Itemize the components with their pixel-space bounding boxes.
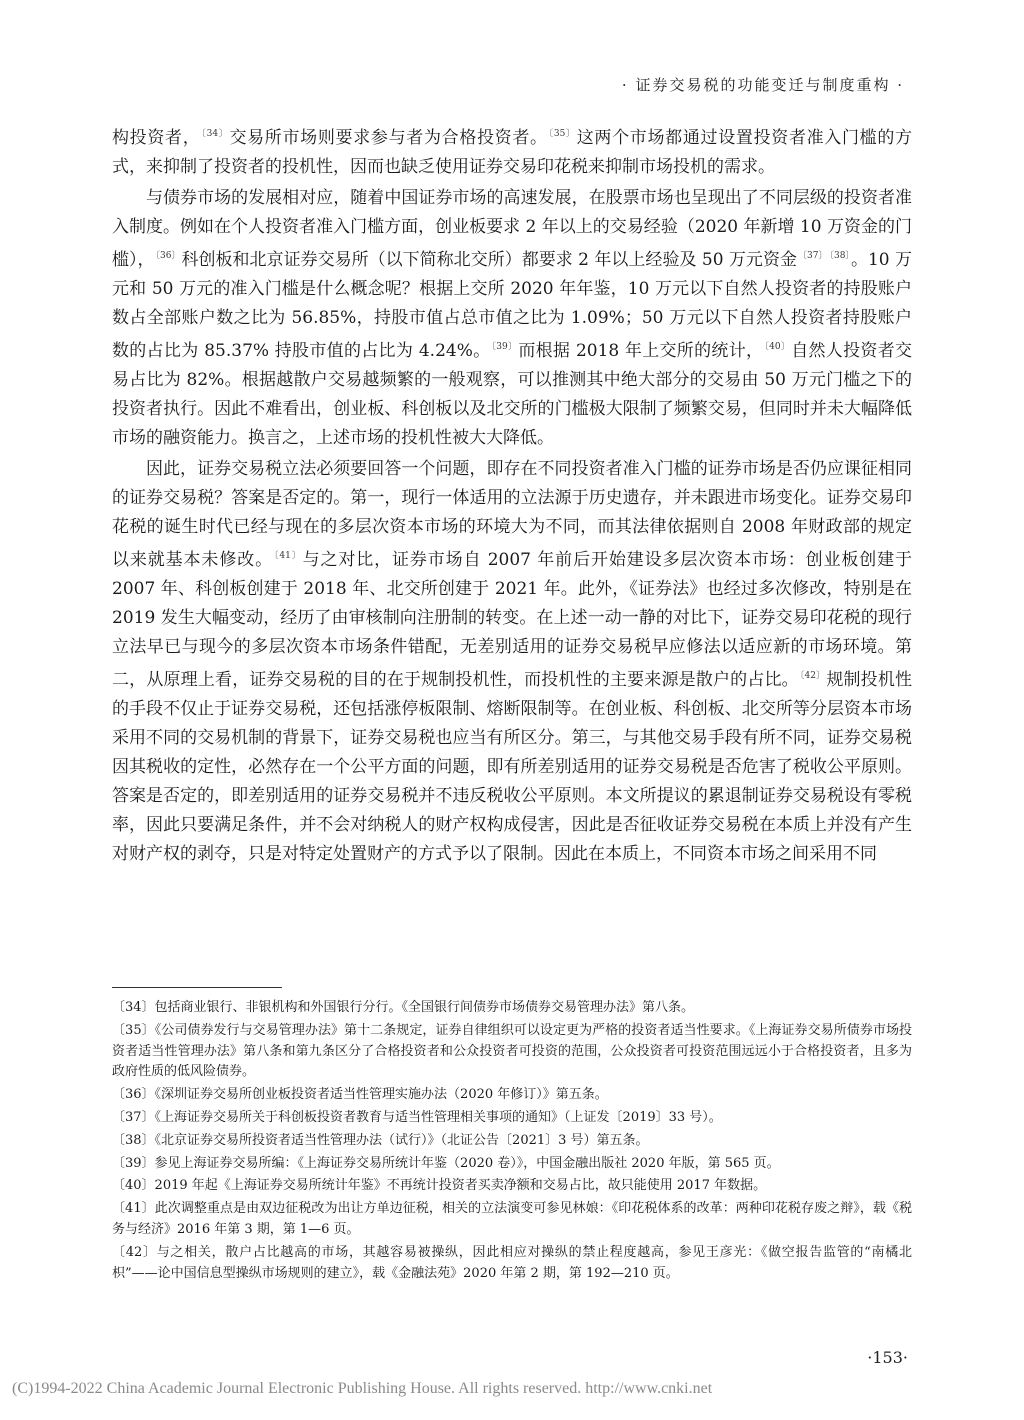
footnote-ref-40[interactable]: 〔40〕 <box>764 342 791 352</box>
footnote-37: 〔37〕《上海证券交易所关于科创板投资者教育与适当性管理相关事项的通知》（上证发〔2019〕33 号）。 <box>112 1109 722 1125</box>
text-run: 这两个市场都通过设置投资者准入门槛的方式，来抑制了投资者的投机性，因而也缺乏使用证券交易印花税来抑制市场投机的需求。 <box>112 128 913 177</box>
text-run: 自然人投资者交易占比为 82%。根据越散户交易越频繁的一般观察，可以推测其中绝大部分的交易由 50 万元门槛之下的投资者执行。因此不难看出，创业板、科创板以及北交所的门槛极大限制了频繁交易，但同时并未大幅降低市场的融资能力。换言之，上述市场的投机性被大大降低。 <box>112 341 912 448</box>
text-run: 与之对比，证券市场自 2007 年前后开始建设多层次资本市场：创业板创建于 2007 年、科创板创建于 2018 年、北交所创建于 2021 年。此外，《证券法》也经过多次修改，特别是在 2019 发生大幅变动，经历了由审核制向注册制的转变。在上述一动一静的对比下，证券交易印花税的现行立法早已与现今的多层次资本市场条件错配，无差别适用的证券交易税早应修法以适应新的市场环境。第二，从原理上看，证券交易税的目的在于规制投机性，而投机性的主要来源是散户的占比。 <box>112 550 913 690</box>
footnote-39: 〔39〕参见上海证券交易所编：《上海证券交易所统计年鉴（2020 卷）》，中国金融出版社 2020 年版，第 565 页。 <box>112 1155 780 1171</box>
text-run: 科创板和北京证券交易所（以下简称北交所）都要求 2 年以上经验及 50 万元资金 <box>181 250 797 270</box>
footnote-42: 〔42〕与之相关，散户占比越高的市场，其越容易被操纵，因此相应对操纵的禁止程度越高，参见王彦光：《做空报告监管的“南橘北枳”——论中国信息型操纵市场规则的建立》，载《金融法苑》2020 年第 2 期，第 192—210 页。 <box>112 1244 912 1281</box>
footnote-36: 〔36〕《深圳证券交易所创业板投资者适当性管理实施办法（2020 年修订）》第五条。 <box>112 1087 608 1103</box>
footnote-41: 〔41〕此次调整重点是由双边征税改为出让方单边征税，相关的立法演变可参见林娘：《印花税体系的改革：两种印花税存废之辩》，载《税务与经济》2016 年第 3 期，第 1—6 页。 <box>112 1201 912 1237</box>
footnote-ref-37[interactable]: 〔37〕 <box>797 251 828 261</box>
copyright-notice: (C)1994-2022 China Academic Journal Electronic Publishing House. All rights reserved. http://www.cnki.net <box>12 1380 713 1397</box>
text-run: 与债券市场的发展相对应，随着中国证券市场的高速发展，在股票市场也呈现出了不同层级的投资者准入制度。例如在个人投资者准入门槛方面，创业板要求 2 年以上的交易经验（2020 年新增 10 万资金的门槛）， <box>112 188 912 270</box>
footnote-ref-39[interactable]: 〔39〕 <box>491 342 518 352</box>
footnote-ref-41[interactable]: 〔41〕 <box>273 551 302 561</box>
text-run: 规制投机性的手段不仅止于证券交易税，还包括涨停板限制、熔断限制等。在创业板、科创板、北交所等分层资本市场采用不同的交易机制的背景下，证券交易税也应当有所区分。第三，与其他交易手段有所不同，证券交易税因其税收的定性，必然存在一个公平方面的问题，即有所差别适用的证券交易税是否危害了税收公平原则。答案是否定的，即差别适用的证券交易税并不违反税收公平原则。本文所提议的累退制证券交易税设有零税率，因此只要满足条件，并不会对纳税人的财产权构成侵害，因此是否征收证券交易税在本质上并没有产生对财产权的剥夺，只是对特定处置财产的方式予以了限制。因此在本质上，不同资本市场之间采用不同 <box>112 670 913 864</box>
footnote-35: 〔35〕《公司债券发行与交易管理办法》第十二条规定，证券自律组织可以设定更为严格的投资者适当性要求。《上海证券交易所债券市场投资者适当性管理办法》第八条和第九条区分了合格投资者和公众投资者可投资的范围，公众投资者可投资范围远远小于合格投资者，且多为政府性质的低风险债券。 <box>112 1022 912 1080</box>
text-run: 交易所市场则要求参与者为合格投资者。 <box>229 128 548 148</box>
running-head-title: · 证券交易税的功能变迁与制度重构 · <box>621 76 904 94</box>
text-run: 构投资者， <box>112 128 201 148</box>
footnote-ref-38[interactable]: 〔38〕 <box>829 251 850 261</box>
footnote-divider <box>112 987 282 988</box>
text-run: 而根据 2018 年上交所的统计， <box>518 341 764 361</box>
footnote-ref-34[interactable]: 〔34〕 <box>201 129 229 139</box>
text-run: 因此，证券交易税立法必须要回答一个问题，即存在不同投资者准入门槛的证券市场是否仍应课征相同的证券交易税？答案是否定的。第一，现行一体适用的立法源于历史遗存，并未跟进市场变化。证券交易印花税的诞生时代已经与现在的多层次资本市场的环境大为不同，而其法律依据则自 2008 年财政部的规定以来就基本未修改。 <box>112 459 912 570</box>
paragraph-2 <box>112 184 912 453</box>
footnote-ref-42[interactable]: 〔42〕 <box>799 671 826 681</box>
article-body <box>112 120 912 871</box>
footnote-ref-36[interactable]: 〔36〕 <box>155 251 181 261</box>
text-run: 。10 万元和 50 万元的准入门槛是什么概念呢？根据上交所 2020 年年鉴，10 万元以下自然人投资者的持股账户数占全部账户数之比为 56.85%，持股市值占总市值之比为 1.09%；50 万元以下自然人投资者持股账户数的占比为 85.37% 持股市值的占比为 4.24%。 <box>112 250 912 361</box>
footnotes <box>112 998 912 1286</box>
footnote-40: 〔40〕2019 年起《上海证券交易所统计年鉴》不再统计投资者买卖净额和交易占比，故只能使用 2017 年数据。 <box>112 1178 767 1194</box>
footnote-38: 〔38〕《北京证券交易所投资者适当性管理办法（试行）》（北证公告〔2021〕3 号）第五条。 <box>112 1132 649 1148</box>
paragraph-3 <box>112 455 912 869</box>
footnote-34: 〔34〕包括商业银行、非银机构和外国银行分行。《全国银行间债券市场债券交易管理办法》第八条。 <box>112 1000 695 1015</box>
paragraph-1 <box>112 120 912 182</box>
page-number: ·153· <box>867 1348 908 1367</box>
footnote-ref-35[interactable]: 〔35〕 <box>548 129 576 139</box>
